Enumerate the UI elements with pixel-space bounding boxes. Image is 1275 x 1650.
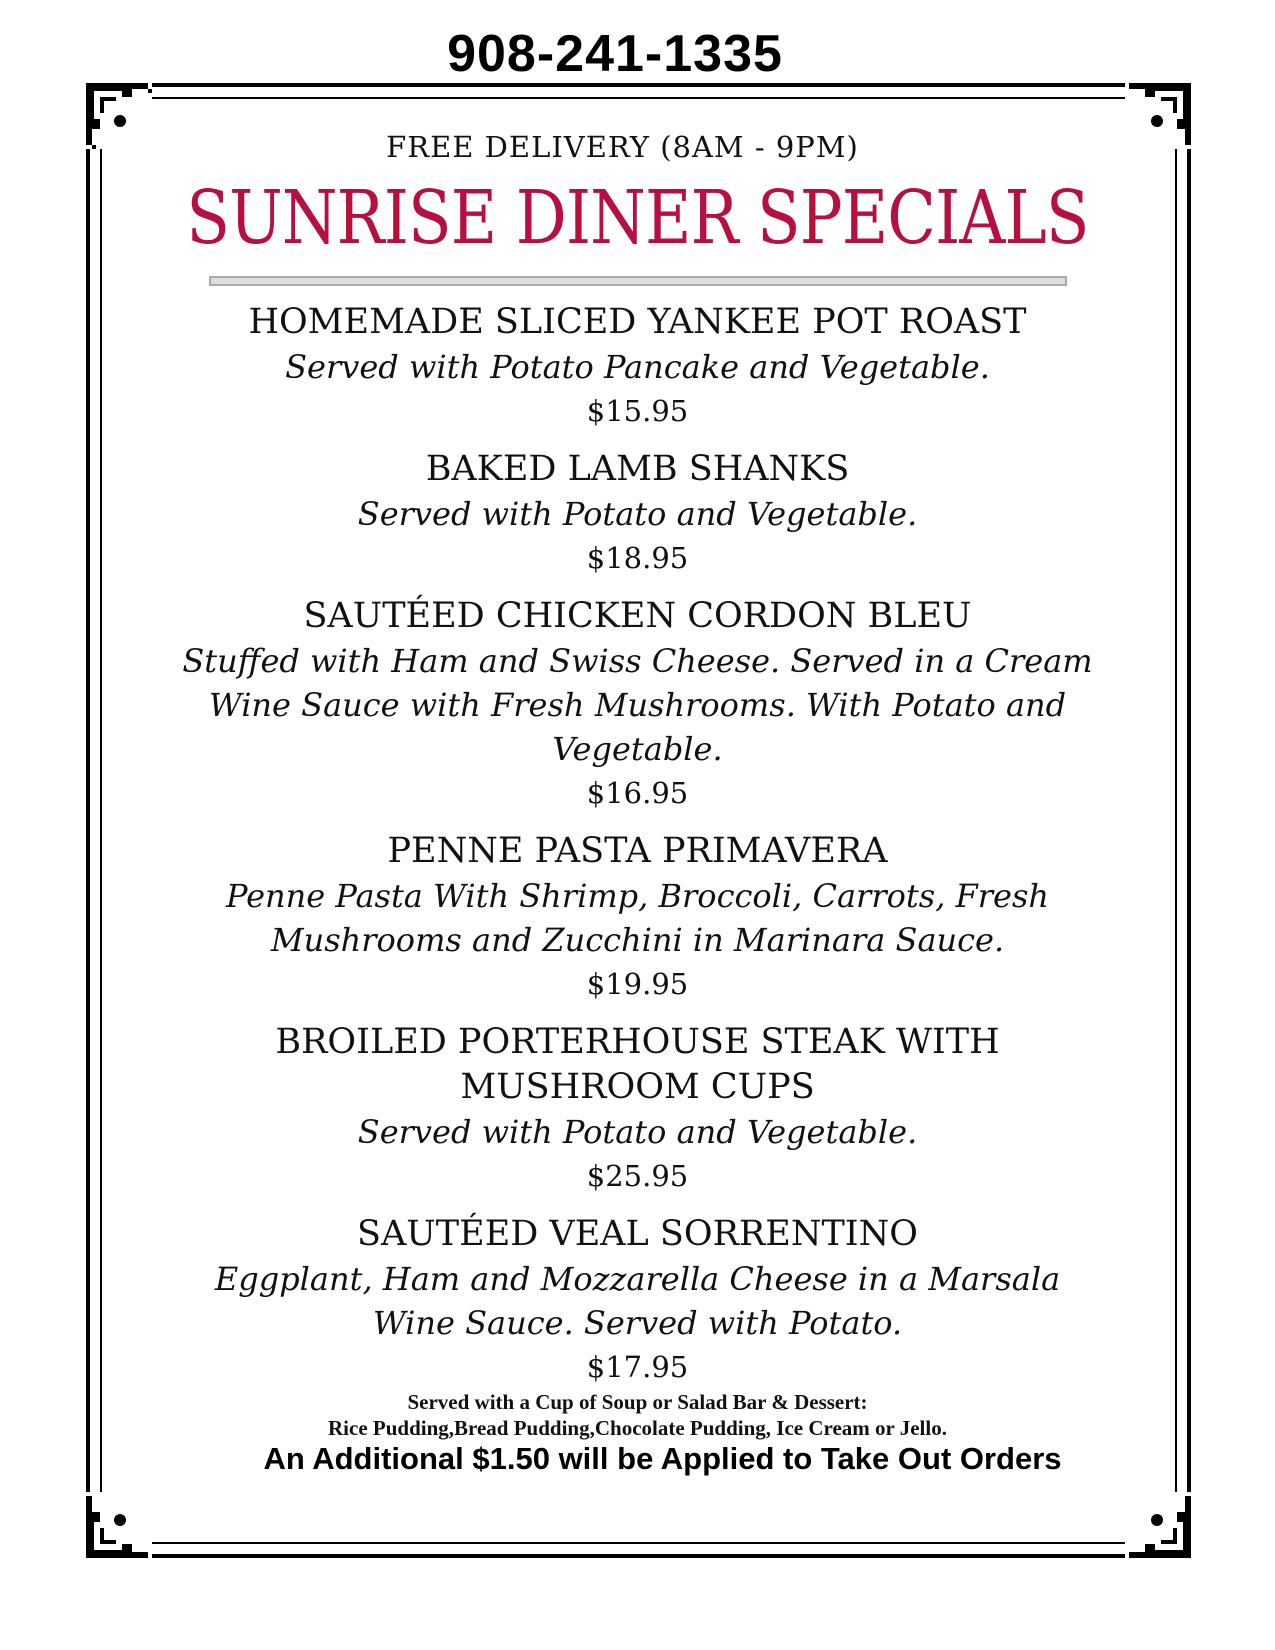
item-name: SAUTÉED VEAL SORRENTINO	[357, 1214, 918, 1254]
item-description: Eggplant, Ham and Mozzarella Cheese in a Marsala Wine Sauce. Served with Potato.	[214, 1260, 1061, 1342]
phone-number: 908-241-1335	[447, 25, 783, 83]
menu-item	[110, 829, 1165, 1006]
item-name: BAKED LAMB SHANKS	[425, 449, 850, 489]
menu-item	[110, 1212, 1165, 1389]
corner-ornament-icon	[1125, 1492, 1195, 1562]
item-price: $16.95	[586, 776, 689, 810]
item-name: PENNE PASTA PRIMAVERA	[387, 831, 888, 871]
menu-content	[110, 130, 1165, 1477]
item-price: $18.95	[586, 541, 689, 575]
item-description: Served with Potato and Vegetable.	[357, 495, 918, 533]
delivery-note: FREE DELIVERY (8AM - 9PM)	[386, 130, 859, 164]
item-description: Penne Pasta With Shrimp, Broccoli, Carrots, Fresh Mushrooms and Zucchini in Marinara Sauce.	[225, 877, 1049, 959]
menu-item	[110, 1020, 1165, 1198]
item-description: Stuffed with Ham and Swiss Cheese. Served in a Cream Wine Sauce with Fresh Mushrooms. With Potato and Vegetable.	[182, 642, 1093, 768]
item-price: $19.95	[586, 967, 689, 1001]
menu-item	[110, 594, 1165, 815]
takeout-note: An Additional $1.50 will be Applied to Take Out Orders	[263, 1441, 1062, 1476]
corner-ornament-icon	[82, 1492, 152, 1562]
item-price: $25.95	[586, 1159, 689, 1193]
menu-title: SUNRISE DINER SPECIALS	[186, 175, 1089, 261]
item-name: HOMEMADE SLICED YANKEE POT ROAST	[248, 302, 1027, 342]
title-divider	[209, 276, 1067, 286]
item-description: Served with Potato and Vegetable.	[357, 1113, 918, 1151]
item-name: SAUTÉED CHICKEN CORDON BLEU	[303, 596, 972, 636]
item-description: Served with Potato Pancake and Vegetable.	[285, 348, 990, 386]
item-price: $15.95	[586, 394, 689, 428]
sides-note: Served with a Cup of Soup or Salad Bar & Dessert:	[407, 1390, 868, 1414]
menu-item	[110, 447, 1165, 580]
item-name: BROILED PORTERHOUSE STEAK WITH MUSHROOM CUPS	[275, 1022, 1000, 1107]
item-price: $17.95	[586, 1350, 689, 1384]
dessert-note: Rice Pudding,Bread Pudding,Chocolate Pudding, Ice Cream or Jello.	[328, 1416, 947, 1440]
menu-item	[110, 300, 1165, 433]
